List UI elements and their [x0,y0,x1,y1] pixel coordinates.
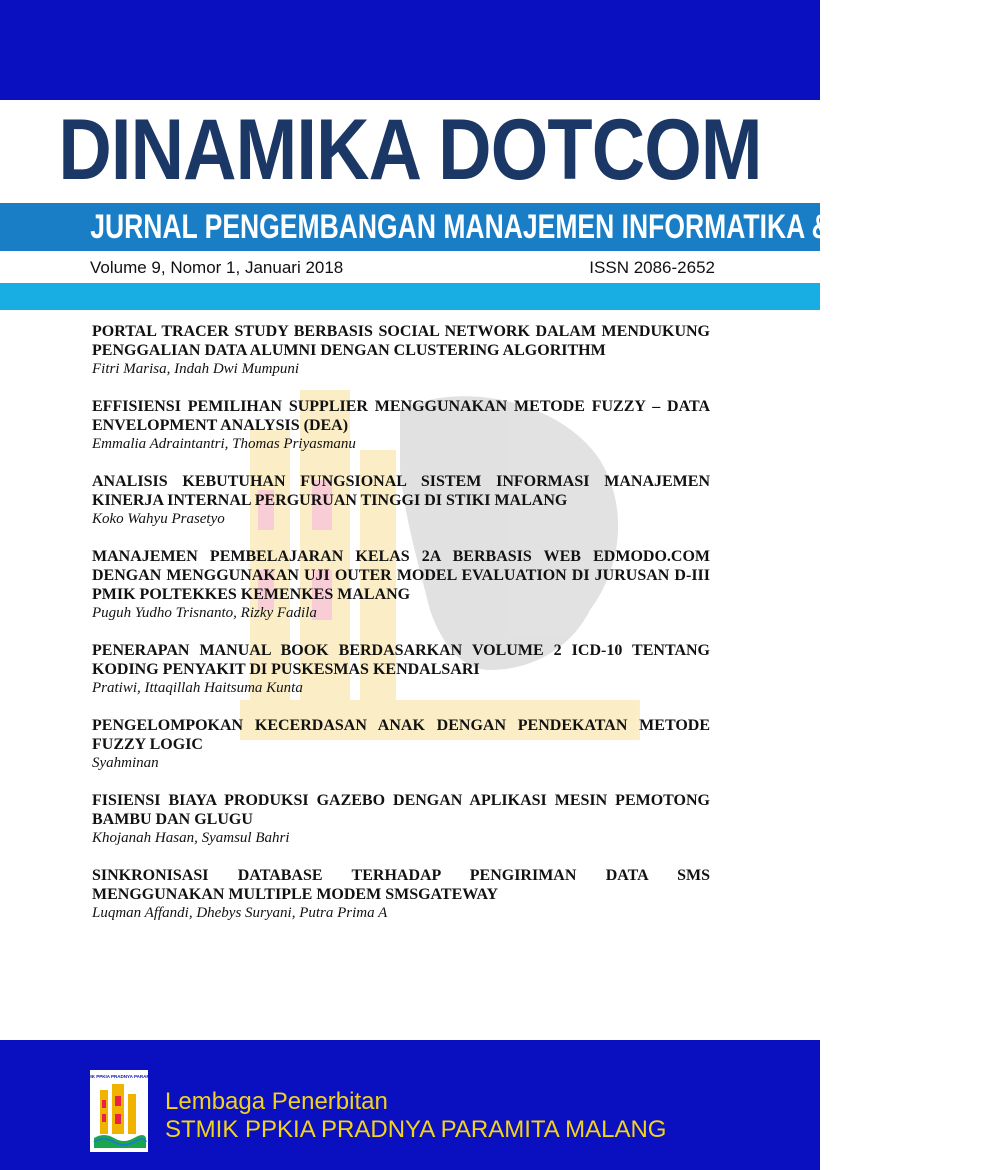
article-title: SINKRONISASI DATABASE TERHADAP PENGIRIMAN DATA SMS MENGGUNAKAN MULTIPLE MODEM SMSGATEWAY [92,867,710,903]
article-title: MANAJEMEN PEMBELAJARAN KELAS 2A BERBASIS WEB EDMODO.COM DENGAN MENGGUNAKAN UJI OUTER MODEL EVALUATION DI JURUSAN D-III PMIK POLTEKKES KEMENKES MALANG [92,548,710,603]
article-title: EFFISIENSI PEMILIHAN SUPPLIER MENGGUNAKAN METODE FUZZY – DATA ENVELOPMENT ANALYSIS (DEA) [92,398,710,434]
article-entry [92,641,710,697]
article-authors: Koko Wahyu Prasetyo [92,511,225,527]
article-authors: Fitri Marisa, Indah Dwi Mumpuni [92,361,300,377]
issn: ISSN 2086-2652 [589,258,715,277]
publisher-logo [80,1070,158,1152]
article-title: PENERAPAN MANUAL BOOK BERDASARKAN VOLUME 2 ICD-10 TENTANG KODING PENYAKIT DI PUSKESMAS KENDALSARI [92,642,710,678]
article-entry [92,866,710,922]
article-authors: Syahminan [92,755,159,771]
article-entry [92,472,710,528]
article-entry [92,716,710,772]
article-authors: Puguh Yudho Trisnanto, Rizky Fadila [92,605,317,621]
publisher-label: Lembaga Penerbitan [165,1088,388,1115]
article-authors: Luqman Affandi, Dhebys Suryani, Putra Prima A [92,905,388,921]
article-title: ANALISIS KEBUTUHAN FUNGSIONAL SISTEM INFORMASI MANAJEMEN KINERJA INTERNAL PERGURUAN TINGGI DI STIKI MALANG [92,473,710,509]
article-entry [92,322,710,378]
top-color-band [0,0,820,100]
article-entry [92,397,710,453]
article-authors: Khojanah Hasan, Syamsul Bahri [92,830,290,846]
publisher-name: STMIK PPKIA PRADNYA PARAMITA MALANG [165,1116,667,1143]
journal-subtitle: JURNAL PENGEMBANGAN MANAJEMEN INFORMATIKA & KOMPUTER [90,208,990,246]
logo-text: STMIK PPKIA PRADNYA PARAMITA [80,1074,158,1079]
article-entry [92,791,710,847]
article-authors: Emmalia Adraintantri, Thomas Priyasmanu [92,436,356,452]
article-authors: Pratiwi, Ittaqillah Haitsuma Kunta [92,680,303,696]
article-title: PORTAL TRACER STUDY BERBASIS SOCIAL NETWORK DALAM MENDUKUNG PENGGALIAN DATA ALUMNI DENGAN CLUSTERING ALGORITHM [92,323,710,359]
article-entry [92,547,710,622]
article-list [92,322,710,941]
volume-info: Volume 9, Nomor 1, Januari 2018 [90,258,344,277]
article-title: PENGELOMPOKAN KECERDASAN ANAK DENGAN PENDEKATAN METODE FUZZY LOGIC [92,717,710,753]
cyan-band [0,283,820,310]
journal-title: DINAMIKA DOTCOM [58,102,762,198]
article-title: FISIENSI BIAYA PRODUKSI GAZEBO DENGAN APLIKASI MESIN PEMOTONG BAMBU DAN GLUGU [92,792,710,828]
